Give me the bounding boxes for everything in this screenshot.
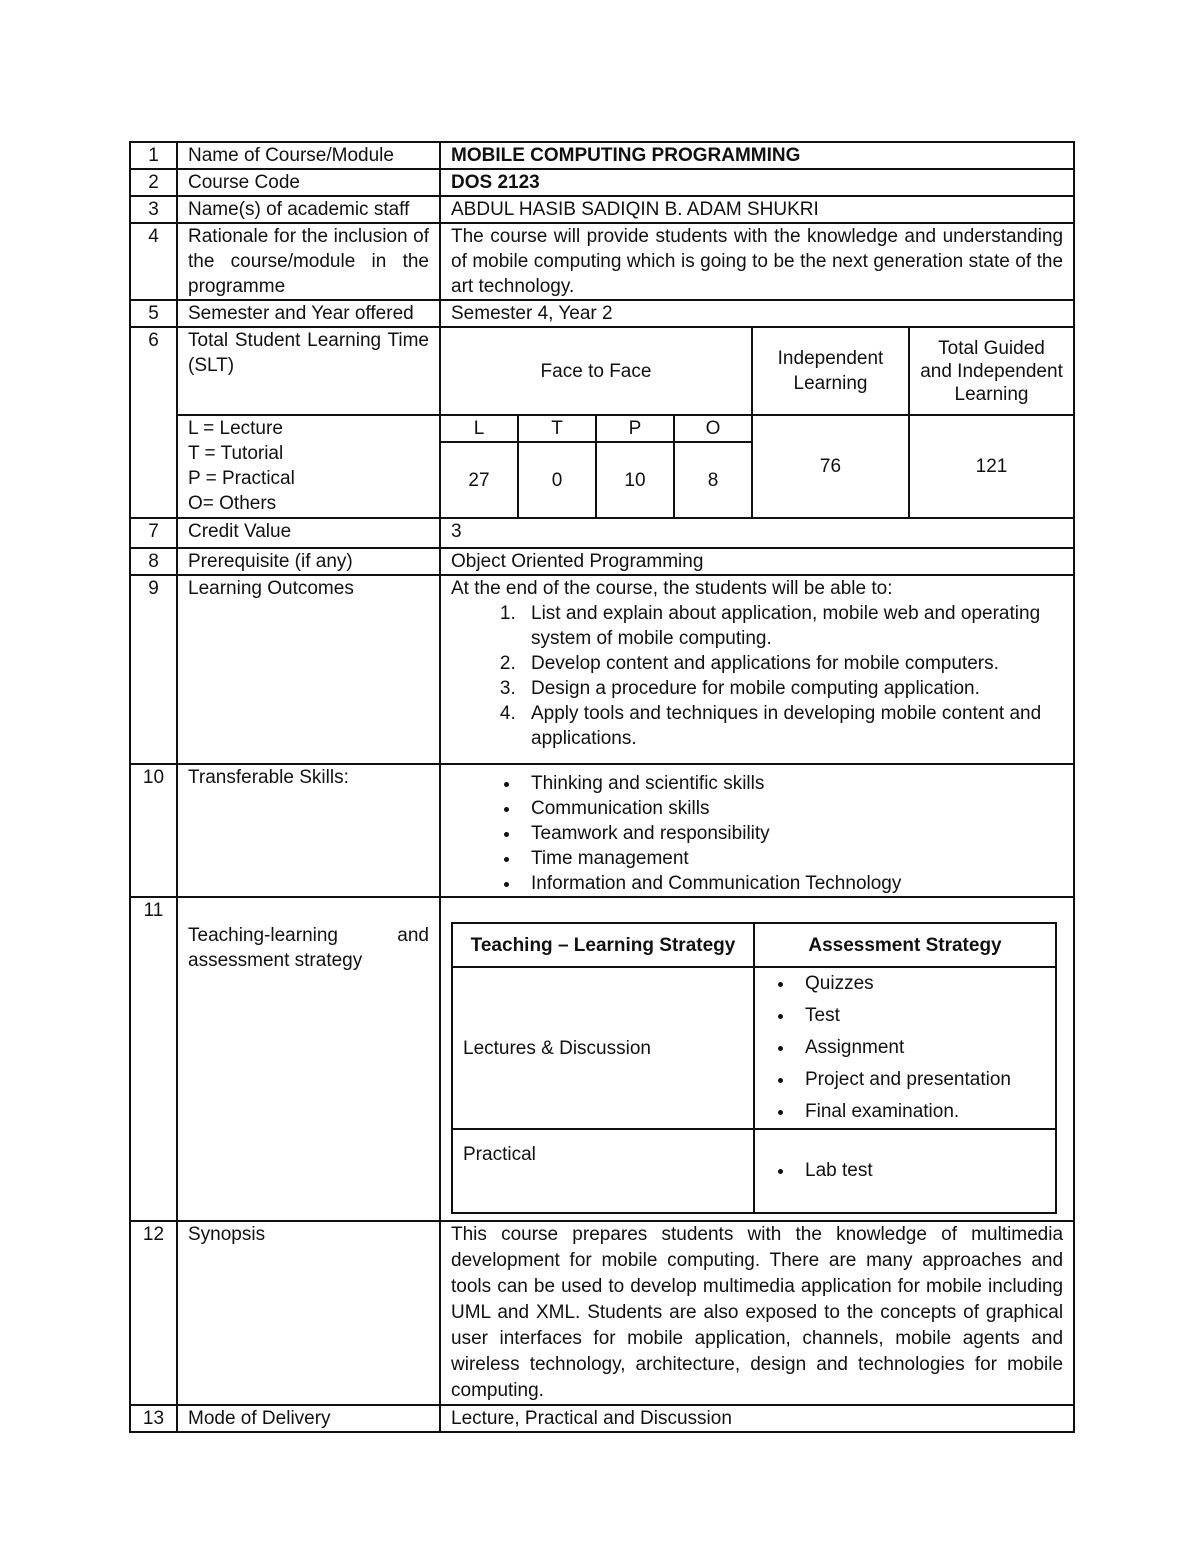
row-10 bbox=[130, 764, 1074, 897]
semester-offered: Semester 4, Year 2 bbox=[440, 300, 1074, 327]
row-label: Prerequisite (if any) bbox=[177, 548, 440, 575]
assessment-item: • Assignment bbox=[795, 1032, 1045, 1064]
course-info-table bbox=[129, 141, 1075, 1433]
row-number: 9 bbox=[130, 575, 177, 764]
transferable-skills bbox=[440, 764, 1074, 897]
assessment-item: • Project and presentation bbox=[795, 1064, 1045, 1096]
row-label: Credit Value bbox=[177, 518, 440, 548]
assessment-item: • Quizzes bbox=[795, 968, 1045, 1000]
row-label: Mode of Delivery bbox=[177, 1405, 440, 1432]
row-12 bbox=[130, 1221, 1074, 1405]
col-p: P bbox=[596, 415, 674, 442]
outcome-item: 1. List and explain about application, mobile web and operating system of mobile computing. bbox=[521, 601, 1063, 651]
row-6-ltpo-labels bbox=[130, 415, 1074, 442]
row-number: 3 bbox=[130, 196, 177, 223]
row-3 bbox=[130, 196, 1074, 223]
row-number: 1 bbox=[130, 142, 177, 169]
mode-of-delivery: Lecture, Practical and Discussion bbox=[440, 1405, 1074, 1432]
strategy-row bbox=[452, 1129, 1056, 1213]
row-label: Semester and Year offered bbox=[177, 300, 440, 327]
row-label: Name(s) of academic staff bbox=[177, 196, 440, 223]
total-learning-value: 121 bbox=[909, 415, 1074, 518]
row-9 bbox=[130, 575, 1074, 764]
outcome-item: 3. Design a procedure for mobile computing application. bbox=[521, 676, 1063, 701]
row-label: Synopsis bbox=[177, 1221, 440, 1405]
row-1 bbox=[130, 142, 1074, 169]
row-label: Course Code bbox=[177, 169, 440, 196]
academic-staff: ABDUL HASIB SADIQIN B. ADAM SHUKRI bbox=[440, 196, 1074, 223]
row-number: 7 bbox=[130, 518, 177, 548]
independent-learning-value: 76 bbox=[752, 415, 909, 518]
row-label: Total Student Learning Time (SLT) bbox=[177, 327, 440, 415]
assessment-item: • Final examination. bbox=[795, 1096, 1045, 1128]
skill-item: • Teamwork and responsibility bbox=[521, 821, 1063, 846]
value-p: 10 bbox=[596, 442, 674, 518]
strategy-row bbox=[452, 967, 1056, 1129]
skill-item: • Thinking and scientific skills bbox=[521, 771, 1063, 796]
synopsis: This course prepares students with the knowledge of multimedia development for mobile computing. There are many approaches and tools can be used to develop multimedia application for mobile including UML and XML. Students are also exposed to the concepts of graphical user interfaces for mobile application, channels, mobile agents and wireless technology, architecture, design and technologies for mobile computing. bbox=[440, 1221, 1074, 1405]
assessment-strategy bbox=[754, 1129, 1056, 1213]
row-7 bbox=[130, 518, 1074, 548]
legend-lecture: L = Lecture bbox=[188, 418, 283, 439]
slt-legend bbox=[177, 415, 440, 518]
row-5 bbox=[130, 300, 1074, 327]
legend-practical: P = Practical bbox=[188, 468, 295, 489]
credit-value: 3 bbox=[440, 518, 1074, 548]
row-number: 4 bbox=[130, 223, 177, 300]
col-t: T bbox=[518, 415, 596, 442]
row-label: Rationale for the inclusion of the course/module in the programme bbox=[177, 223, 440, 300]
teaching-strategy-header: Teaching – Learning Strategy bbox=[452, 923, 754, 967]
outcome-item: 4. Apply tools and techniques in developing mobile content and applications. bbox=[521, 701, 1063, 751]
assessment-strategy-header: Assessment Strategy bbox=[754, 923, 1056, 967]
col-o: O bbox=[674, 415, 752, 442]
outcome-item: 2. Develop content and applications for mobile computers. bbox=[521, 651, 1063, 676]
strategy-cell bbox=[440, 897, 1074, 1221]
row-13 bbox=[130, 1405, 1074, 1432]
assessment-item: • Lab test bbox=[795, 1155, 1045, 1187]
assessment-list bbox=[765, 968, 1045, 1128]
row-number: 12 bbox=[130, 1221, 177, 1405]
legend-others: O= Others bbox=[188, 493, 277, 514]
row-11 bbox=[130, 897, 1074, 1221]
row-8 bbox=[130, 548, 1074, 575]
outcomes-intro: At the end of the course, the students will be able to: bbox=[451, 578, 893, 599]
assessment-strategy bbox=[754, 967, 1056, 1129]
row-number: 2 bbox=[130, 169, 177, 196]
total-learning-header: Total Guided and Independent Learning bbox=[909, 327, 1074, 415]
row-label: Teaching-learning and assessment strategy bbox=[177, 897, 440, 1221]
assessment-item: • Test bbox=[795, 1000, 1045, 1032]
skill-item: • Information and Communication Technology bbox=[521, 871, 1063, 896]
teaching-strategy: Lectures & Discussion bbox=[452, 967, 754, 1129]
row-4 bbox=[130, 223, 1074, 300]
value-l: 27 bbox=[440, 442, 518, 518]
row-number: 11 bbox=[130, 897, 177, 1221]
prerequisite: Object Oriented Programming bbox=[440, 548, 1074, 575]
learning-outcomes bbox=[440, 575, 1074, 764]
row-2 bbox=[130, 169, 1074, 196]
col-l: L bbox=[440, 415, 518, 442]
strategy-header-row bbox=[452, 923, 1056, 967]
course-name: MOBILE COMPUTING PROGRAMMING bbox=[440, 142, 1074, 169]
row-number: 13 bbox=[130, 1405, 177, 1432]
row-number: 5 bbox=[130, 300, 177, 327]
value-o: 8 bbox=[674, 442, 752, 518]
row-label: Learning Outcomes bbox=[177, 575, 440, 764]
row-6-header bbox=[130, 327, 1074, 415]
independent-learning-header: Independent Learning bbox=[752, 327, 909, 415]
value-t: 0 bbox=[518, 442, 596, 518]
skill-item: • Time management bbox=[521, 846, 1063, 871]
rationale: The course will provide students with the knowledge and understanding of mobile computing which is going to be the next generation state of the art technology. bbox=[440, 223, 1074, 300]
teaching-strategy: Practical bbox=[452, 1129, 754, 1213]
legend-tutorial: T = Tutorial bbox=[188, 443, 284, 464]
row-number: 6 bbox=[130, 327, 177, 518]
strategy-table bbox=[451, 922, 1057, 1214]
assessment-list bbox=[765, 1155, 1045, 1187]
skill-item: • Communication skills bbox=[521, 796, 1063, 821]
row-label: Name of Course/Module bbox=[177, 142, 440, 169]
row-number: 8 bbox=[130, 548, 177, 575]
row-number: 10 bbox=[130, 764, 177, 897]
course-code: DOS 2123 bbox=[440, 169, 1074, 196]
skills-list bbox=[451, 771, 1063, 896]
face-to-face-header: Face to Face bbox=[440, 327, 752, 415]
outcomes-list bbox=[451, 601, 1063, 751]
row-label: Transferable Skills: bbox=[177, 764, 440, 897]
